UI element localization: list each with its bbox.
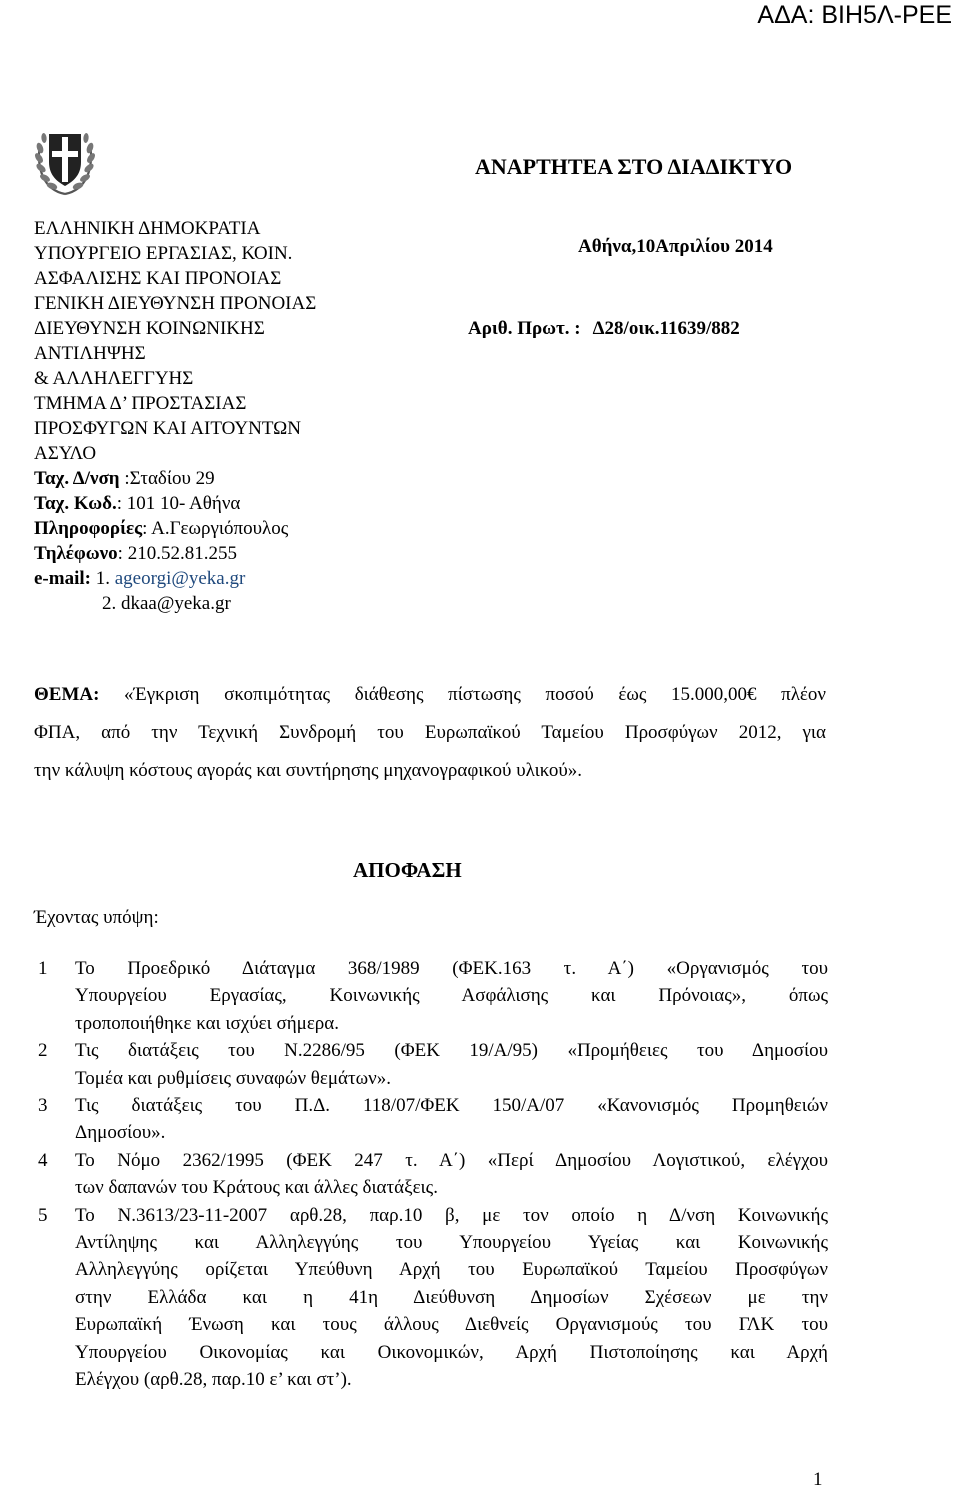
subject-line-3: την κάλυψη κόστους αγοράς και συντήρησης μηχανογραφικού υλικού». — [34, 760, 583, 781]
org-line-3: ΑΣΦΑΛΙΣΗΣ ΚΑΙ ΠΡΟΝΟΙΑΣ — [34, 268, 282, 289]
subject-line-2: ΦΠΑ, από την Τεχνική Συνδρομή του Ευρωπαϊκού Ταμείου Προσφύγων 2012, για — [34, 722, 826, 743]
having-regard: Έχοντας υπόψη: — [34, 907, 159, 928]
item-line: Υπουργείου Οικονομίας και Οικονομικών, Αρχή Πιστοποίησης και Αρχή — [75, 1341, 828, 1363]
document-date: Αθήνα,10Απριλίου 2014 — [578, 236, 773, 257]
info-label: Πληροφορίες — [34, 518, 143, 539]
subject-text-1: «Έγκριση σκοπιμότητας διάθεσης πίστωσης ποσού έως 15.000,00€ πλέον — [99, 684, 826, 705]
list-item — [38, 1202, 828, 1394]
item-line: Τομέα και ρυθμίσεις συναφών θεμάτων». — [75, 1067, 391, 1089]
item-line: των δαπανών του Κράτους και άλλες διατάξεις. — [75, 1177, 438, 1199]
info-line — [34, 516, 316, 541]
legal-basis-list — [38, 955, 828, 1394]
org-line-7: & ΑΛΛΗΛΕΓΓΥΗΣ — [34, 368, 194, 389]
item-number: 3 — [38, 1095, 48, 1117]
item-line: Υπουργείου Εργασίας, Κοινωνικής Ασφάλισης και Πρόνοιας», όπως — [75, 985, 828, 1007]
postcode-label: Ταχ. Κωδ. — [34, 493, 117, 514]
org-line-8: ΤΜΗΜΑ Δ’ ΠΡΟΣΤΑΣΙΑΣ — [34, 393, 247, 414]
email-line-1 — [34, 566, 316, 591]
info-value: : Α.Γεωργιόπουλος — [142, 518, 289, 539]
phone-line — [34, 541, 316, 566]
list-item — [38, 1147, 828, 1202]
email1-link[interactable]: ageorgi@yeka.gr — [114, 568, 246, 589]
phone-value: : 210.52.81.255 — [117, 543, 237, 564]
item-number: 2 — [38, 1040, 48, 1062]
org-line-6: ΑΝΤΙΛΗΨΗΣ — [34, 343, 146, 364]
email1-prefix: 1. — [90, 568, 115, 589]
org-line-4: ΓΕΝΙΚΗ ΔΙΕΥΘΥΝΣΗ ΠΡΟΝΟΙΑΣ — [34, 293, 317, 314]
protocol-value: Δ28/οικ.11639/882 — [592, 318, 740, 339]
phone-label: Τηλέφωνο — [34, 543, 118, 564]
org-line-5: ΔΙΕΥΘΥΝΣΗ ΚΟΙΝΩΝΙΚΗΣ — [34, 318, 265, 339]
ada-code: ΑΔΑ: ΒΙΗ5Λ-ΡΕΕ — [757, 1, 952, 29]
item-line: Δημοσίου». — [75, 1122, 166, 1144]
item-line: Αντίληψης και Αλληλεγγύης του Υπουργείου Υγείας και Κοινωνικής — [75, 1232, 828, 1254]
list-item — [38, 1092, 828, 1147]
email-line-2 — [34, 591, 316, 616]
postcode-line — [34, 491, 316, 516]
postcode-value: : 101 10- Αθήνα — [116, 493, 241, 514]
item-line: Ελέγχου (αρθ.28, παρ.10 ε’ και στ’). — [75, 1369, 352, 1391]
item-line: Το Προεδρικό Διάταγμα 368/1989 (ΦΕΚ.163 τ. Α΄) «Οργανισμός του — [75, 958, 828, 979]
org-line-10: ΑΣΥΛΟ — [34, 443, 97, 464]
item-line: Τις διατάξεις του Ν.2286/95 (ΦΕΚ 19/Α/95) «Προμήθειες του Δημοσίου — [75, 1040, 828, 1062]
list-item — [38, 1037, 828, 1092]
protocol-label: Αριθ. Πρωτ. : — [468, 318, 581, 339]
sender-block — [34, 216, 316, 616]
org-line-9: ΠΡΟΣΦΥΓΩΝ ΚΑΙ ΑΙΤΟΥΝΤΩΝ — [34, 418, 301, 439]
greek-coat-of-arms-icon — [34, 124, 96, 198]
item-line: Αλληλεγγύης ορίζεται Υπεύθυνη Αρχή του Ευρωπαϊκού Ταμείου Προσφύγων — [75, 1259, 828, 1281]
item-number: 4 — [38, 1149, 48, 1171]
item-line: Το Ν.3613/23-11-2007 αρθ.28, παρ.10 β, με τον οποίο η Δ/νση Κοινωνικής — [75, 1204, 828, 1226]
address-line — [34, 466, 316, 491]
decision-title: ΑΠΟΦΑΣΗ — [353, 858, 462, 882]
item-line: Τις διατάξεις του Π.Δ. 118/07/ΦΕΚ 150/Α/07 «Κανονισμός Προμηθειών — [75, 1095, 828, 1117]
subject-line-1 — [34, 676, 826, 714]
item-line: Ευρωπαϊκή Ένωση και τους άλλους Διεθνείς Οργανισμούς του ΓΛΚ του — [75, 1314, 828, 1336]
page-number: 1 — [813, 1469, 823, 1490]
org-line-2: ΥΠΟΥΡΓΕΙΟ ΕΡΓΑΣΙΑΣ, ΚΟΙΝ. — [34, 243, 293, 264]
protocol-number — [468, 318, 740, 340]
email2-link[interactable]: 2. dkaa@yeka.gr — [102, 593, 231, 614]
subject-label: ΘΕΜΑ: — [34, 684, 100, 705]
post-notice: ΑΝΑΡΤΗΤΕΑ ΣΤΟ ΔΙΑΔΙΚΤΥΟ — [475, 154, 793, 179]
email-label: e-mail: — [34, 568, 91, 589]
item-number: 1 — [38, 958, 48, 979]
item-number: 5 — [38, 1204, 48, 1226]
org-line-1: ΕΛΛΗΝΙΚΗ ΔΗΜΟΚΡΑΤΙΑ — [34, 218, 261, 239]
list-item — [38, 955, 828, 1037]
address-label: Ταχ. Δ/νση — [34, 468, 120, 489]
subject-block — [34, 676, 826, 790]
item-line: τροποποιήθηκε και ισχύει σήμερα. — [75, 1012, 339, 1034]
item-line: στην Ελλάδα και η 41η Διεύθυνση Δημοσίων Σχέσεων με την — [75, 1286, 828, 1308]
address-value: :Σταδίου 29 — [119, 468, 215, 489]
item-line: Το Νόμο 2362/1995 (ΦΕΚ 247 τ. Α΄) «Περί Δημοσίου Λογιστικού, ελέγχου — [75, 1149, 828, 1171]
